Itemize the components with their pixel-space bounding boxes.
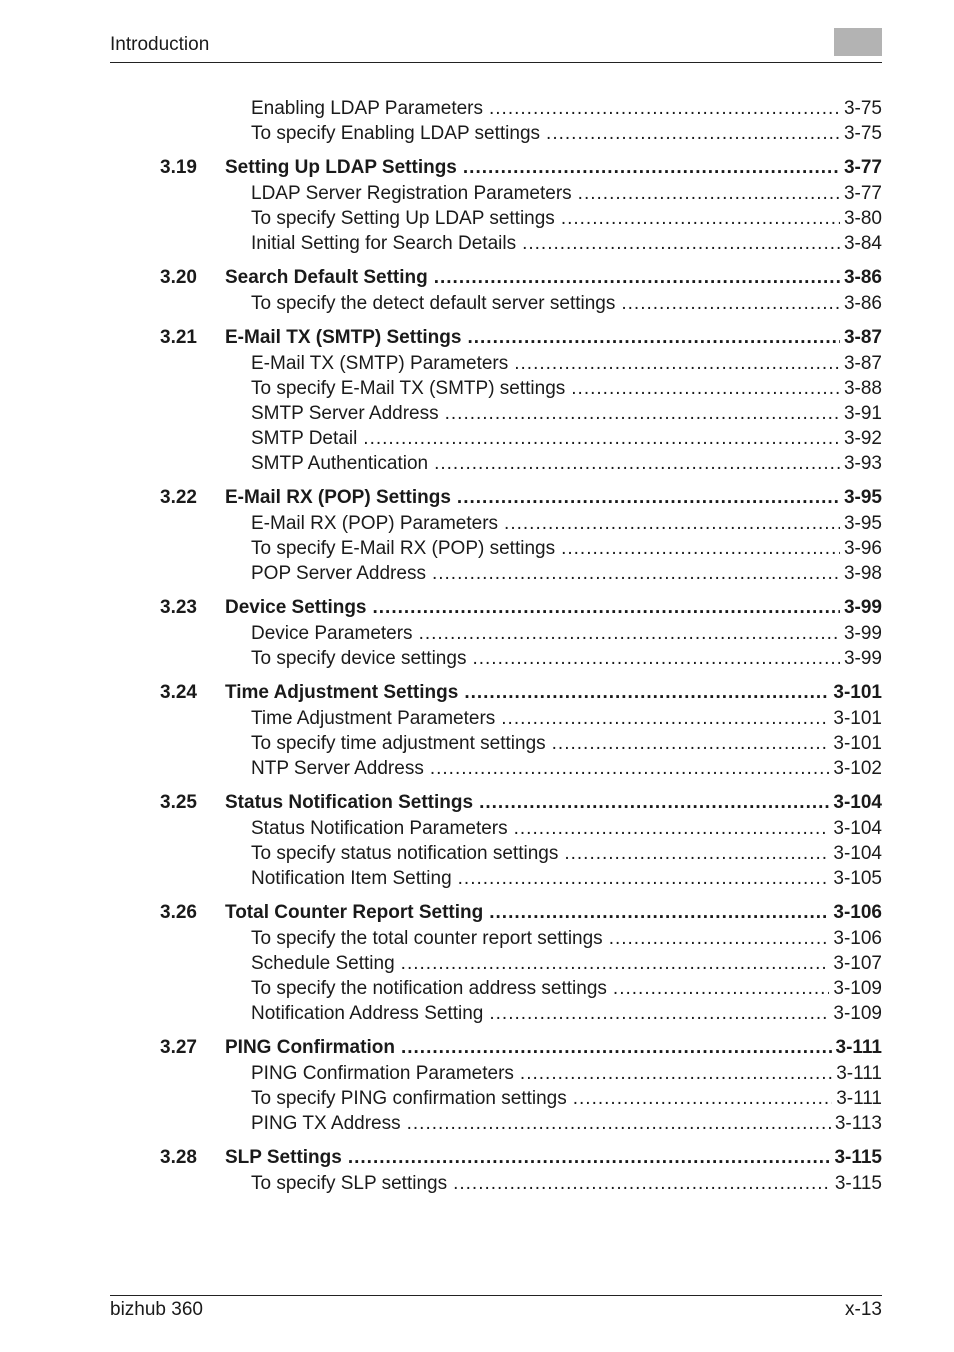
toc-entry-row[interactable] <box>160 291 882 316</box>
toc-page-number: 3-95 <box>840 511 882 536</box>
toc-entry-title: To specify the detect default server settings <box>251 291 621 316</box>
toc-entry-row[interactable] <box>160 646 882 671</box>
toc-section-row[interactable] <box>160 899 882 926</box>
toc-entry-title: LDAP Server Registration Parameters <box>251 181 578 206</box>
dot-leader <box>613 976 829 1001</box>
dot-leader <box>504 511 840 536</box>
toc-section <box>160 594 882 671</box>
dot-leader <box>463 154 840 181</box>
dot-leader <box>401 951 830 976</box>
toc-section-row[interactable] <box>160 1034 882 1061</box>
toc-section-number: 3.19 <box>160 157 197 178</box>
toc-page-number: 3-75 <box>840 121 882 146</box>
toc-page-number: 3-101 <box>829 731 882 756</box>
toc-section-row[interactable] <box>160 679 882 706</box>
dot-leader <box>457 484 840 511</box>
toc-page-number: 3-106 <box>829 899 882 926</box>
toc-entry-title: Status Notification Settings <box>225 789 479 816</box>
toc-page-number: 3-104 <box>829 841 882 866</box>
dot-leader <box>621 291 840 316</box>
toc-entry-row[interactable] <box>160 706 882 731</box>
toc-page-number: 3-86 <box>840 291 882 316</box>
toc-entry-row[interactable] <box>160 841 882 866</box>
dot-leader <box>489 899 829 926</box>
toc-page-number: 3-99 <box>840 594 882 621</box>
toc-page-number: 3-105 <box>829 866 882 891</box>
toc-entry-title: NTP Server Address <box>251 756 430 781</box>
toc-entry-title: Enabling LDAP Parameters <box>251 96 489 121</box>
toc-entry-title: Total Counter Report Setting <box>225 899 489 926</box>
toc-page-number: 3-111 <box>832 1034 883 1061</box>
toc-page-number: 3-101 <box>829 679 882 706</box>
toc-entry-title: PING Confirmation <box>225 1034 401 1061</box>
dot-leader <box>520 1061 832 1086</box>
toc-entry-row[interactable] <box>160 536 882 561</box>
toc-section-number: 3.21 <box>160 327 197 348</box>
toc-page-number: 3-115 <box>831 1171 882 1196</box>
dot-leader <box>522 231 840 256</box>
toc-section-number: 3.20 <box>160 267 197 288</box>
toc-entry-title: Search Default Setting <box>225 264 434 291</box>
dot-leader <box>348 1144 831 1171</box>
toc-entry-row[interactable] <box>160 866 882 891</box>
toc-page-number: 3-92 <box>840 426 882 451</box>
dot-leader <box>363 426 840 451</box>
toc-entry-title: E-Mail RX (POP) Settings <box>225 484 457 511</box>
toc-entry-title: Time Adjustment Parameters <box>251 706 501 731</box>
toc-entry-row[interactable] <box>160 1171 882 1196</box>
toc-section-row[interactable] <box>160 154 882 181</box>
toc-page-number: 3-87 <box>840 324 882 351</box>
toc-entry-title: Time Adjustment Settings <box>225 679 464 706</box>
dot-leader <box>564 841 829 866</box>
toc-entry-title: POP Server Address <box>251 561 432 586</box>
toc-entry-title: To specify E-Mail TX (SMTP) settings <box>251 376 571 401</box>
toc-entry-title: Initial Setting for Search Details <box>251 231 522 256</box>
dot-leader <box>434 264 840 291</box>
toc-entry-title: SMTP Authentication <box>251 451 434 476</box>
toc-section <box>160 1144 882 1196</box>
dot-leader <box>432 561 840 586</box>
toc-page-number: 3-91 <box>840 401 882 426</box>
toc-page-number: 3-77 <box>840 154 882 181</box>
toc-entry-title: To specify status notification settings <box>251 841 564 866</box>
toc-entry-row[interactable] <box>160 376 882 401</box>
toc-entry-title: To specify Setting Up LDAP settings <box>251 206 561 231</box>
table-of-contents <box>160 96 882 1204</box>
toc-section <box>160 789 882 891</box>
toc-entry-row[interactable] <box>160 121 882 146</box>
toc-section-row[interactable] <box>160 324 882 351</box>
toc-entry-title: To specify E-Mail RX (POP) settings <box>251 536 561 561</box>
toc-entry-row[interactable] <box>160 1086 882 1111</box>
dot-leader <box>479 789 829 816</box>
toc-section <box>160 679 882 781</box>
toc-entry-title: Device Parameters <box>251 621 419 646</box>
toc-entry-row[interactable] <box>160 731 882 756</box>
toc-page-number: 3-86 <box>840 264 882 291</box>
dot-leader <box>373 594 840 621</box>
toc-section-row[interactable] <box>160 484 882 511</box>
dot-leader <box>514 816 830 841</box>
toc-entry-row[interactable] <box>160 231 882 256</box>
chapter-tab <box>834 28 882 56</box>
toc-page-number: 3-106 <box>829 926 882 951</box>
toc-entry-title: E-Mail RX (POP) Parameters <box>251 511 504 536</box>
toc-section <box>160 264 882 316</box>
toc-entry-title: SMTP Detail <box>251 426 363 451</box>
toc-entry-title: E-Mail TX (SMTP) Parameters <box>251 351 514 376</box>
dot-leader <box>467 324 840 351</box>
toc-entry-row[interactable] <box>160 561 882 586</box>
toc-section-number: 3.25 <box>160 792 197 813</box>
toc-entry-title: Device Settings <box>225 594 373 621</box>
dot-leader <box>419 621 840 646</box>
toc-entry-row[interactable] <box>160 401 882 426</box>
toc-page-number: 3-111 <box>832 1061 882 1086</box>
toc-page-number: 3-111 <box>832 1086 882 1111</box>
toc-entry-row[interactable] <box>160 976 882 1001</box>
toc-entry-row[interactable] <box>160 426 882 451</box>
dot-leader <box>401 1034 832 1061</box>
dot-leader <box>489 96 840 121</box>
toc-entry-row[interactable] <box>160 96 882 121</box>
dot-leader <box>609 926 830 951</box>
toc-page-number: 3-87 <box>840 351 882 376</box>
toc-section-row[interactable] <box>160 264 882 291</box>
dot-leader <box>458 866 830 891</box>
toc-entry-title: Schedule Setting <box>251 951 401 976</box>
dot-leader <box>407 1111 831 1136</box>
toc-entry-title: To specify PING confirmation settings <box>251 1086 573 1111</box>
toc-section-row[interactable] <box>160 1144 882 1171</box>
toc-entry-row[interactable] <box>160 951 882 976</box>
toc-entry-title: E-Mail TX (SMTP) Settings <box>225 324 467 351</box>
toc-entry-row[interactable] <box>160 181 882 206</box>
toc-section-number: 3.23 <box>160 597 197 618</box>
toc-entry-row[interactable] <box>160 206 882 231</box>
dot-leader <box>453 1171 831 1196</box>
toc-page-number: 3-115 <box>830 1144 882 1171</box>
toc-section <box>160 154 882 256</box>
toc-entry-title: To specify device settings <box>251 646 472 671</box>
toc-lead-group <box>160 96 882 146</box>
dot-leader <box>445 401 840 426</box>
toc-section <box>160 484 882 586</box>
toc-page-number: 3-102 <box>829 756 882 781</box>
toc-entry-row[interactable] <box>160 1061 882 1086</box>
footer-rule <box>110 1295 882 1296</box>
toc-section-row[interactable] <box>160 594 882 621</box>
toc-entry-title: To specify the total counter report settings <box>251 926 609 951</box>
toc-entry-title: Notification Address Setting <box>251 1001 489 1026</box>
toc-page-number: 3-93 <box>840 451 882 476</box>
toc-page-number: 3-80 <box>840 206 882 231</box>
toc-entry-title: To specify the notification address settings <box>251 976 613 1001</box>
toc-entry-row[interactable] <box>160 451 882 476</box>
dot-leader <box>464 679 829 706</box>
toc-section-number: 3.22 <box>160 487 197 508</box>
toc-page-number: 3-113 <box>831 1111 882 1136</box>
toc-entry-row[interactable] <box>160 926 882 951</box>
toc-page-number: 3-95 <box>840 484 882 511</box>
dot-leader <box>430 756 830 781</box>
dot-leader <box>472 646 840 671</box>
toc-section-row[interactable] <box>160 789 882 816</box>
toc-page-number: 3-104 <box>829 816 882 841</box>
toc-section-number: 3.28 <box>160 1147 197 1168</box>
toc-entry-title: To specify Enabling LDAP settings <box>251 121 546 146</box>
toc-entry-title: Setting Up LDAP Settings <box>225 154 463 181</box>
toc-page-number: 3-77 <box>840 181 882 206</box>
toc-entry-title: SMTP Server Address <box>251 401 445 426</box>
toc-entry-title: PING Confirmation Parameters <box>251 1061 520 1086</box>
toc-page-number: 3-98 <box>840 561 882 586</box>
toc-page-number: 3-104 <box>829 789 882 816</box>
toc-entry-row[interactable] <box>160 1001 882 1026</box>
page-header <box>110 32 882 62</box>
dot-leader <box>552 731 830 756</box>
toc-page-number: 3-84 <box>840 231 882 256</box>
toc-entry-row[interactable] <box>160 511 882 536</box>
footer-page-number: x-13 <box>845 1299 882 1320</box>
toc-entry-row[interactable] <box>160 621 882 646</box>
dot-leader <box>578 181 840 206</box>
toc-section <box>160 1034 882 1136</box>
toc-page-number: 3-109 <box>829 1001 882 1026</box>
dot-leader <box>489 1001 829 1026</box>
dot-leader <box>573 1086 832 1111</box>
toc-entry-title: To specify time adjustment settings <box>251 731 552 756</box>
toc-entry-title: PING TX Address <box>251 1111 407 1136</box>
toc-entry-row[interactable] <box>160 1111 882 1136</box>
footer-product: bizhub 360 <box>110 1299 203 1320</box>
toc-entry-title: To specify SLP settings <box>251 1171 453 1196</box>
dot-leader <box>561 206 840 231</box>
toc-section-number: 3.27 <box>160 1037 197 1058</box>
toc-entry-title: SLP Settings <box>225 1144 348 1171</box>
toc-page-number: 3-88 <box>840 376 882 401</box>
dot-leader <box>571 376 840 401</box>
toc-entry-title: Notification Item Setting <box>251 866 458 891</box>
toc-entry-title: Status Notification Parameters <box>251 816 514 841</box>
header-rule <box>110 62 882 63</box>
dot-leader <box>434 451 840 476</box>
toc-page-number: 3-99 <box>840 646 882 671</box>
toc-section-number: 3.24 <box>160 682 197 703</box>
toc-section <box>160 324 882 476</box>
toc-page-number: 3-99 <box>840 621 882 646</box>
toc-page-number: 3-75 <box>840 96 882 121</box>
dot-leader <box>514 351 840 376</box>
header-title: Introduction <box>110 34 210 55</box>
toc-page-number: 3-109 <box>829 976 882 1001</box>
toc-entry-row[interactable] <box>160 816 882 841</box>
toc-page-number: 3-107 <box>829 951 882 976</box>
toc-page-number: 3-96 <box>840 536 882 561</box>
toc-entry-row[interactable] <box>160 756 882 781</box>
dot-leader <box>561 536 840 561</box>
dot-leader <box>546 121 840 146</box>
toc-entry-row[interactable] <box>160 351 882 376</box>
toc-section <box>160 899 882 1026</box>
toc-section-number: 3.26 <box>160 902 197 923</box>
dot-leader <box>501 706 829 731</box>
toc-page-number: 3-101 <box>829 706 882 731</box>
